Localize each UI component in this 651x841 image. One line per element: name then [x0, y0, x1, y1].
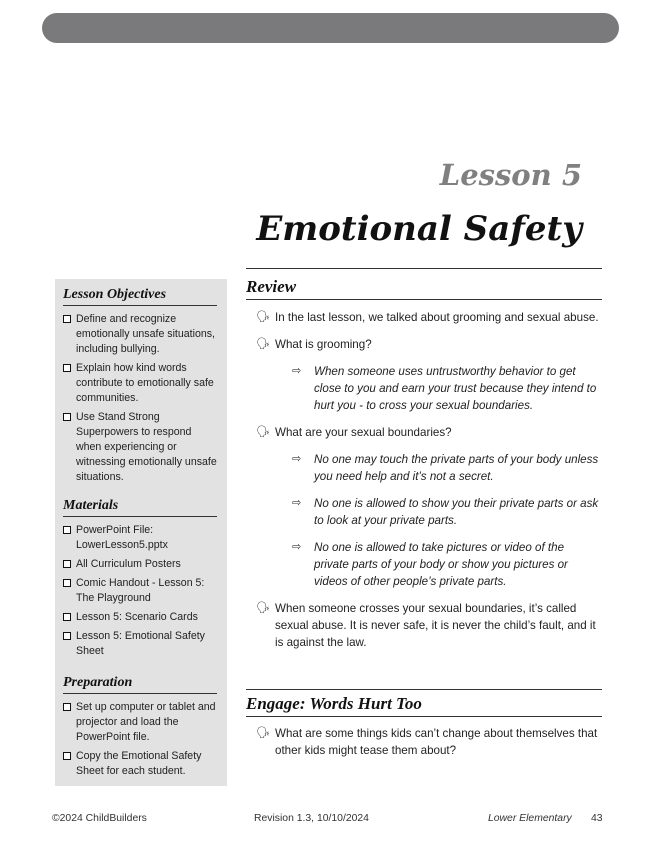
bullet-text: What are your sexual boundaries? [275, 426, 452, 439]
speaking-head-icon: 🗣 [256, 338, 270, 350]
objectives-section [63, 287, 217, 489]
lesson-title: Emotional Safety [256, 209, 582, 249]
lesson-number: Lesson 5 [439, 158, 582, 192]
bullet-text: What is grooming? [275, 338, 372, 351]
materials-heading: Materials [63, 498, 217, 517]
review-bullet [246, 309, 602, 326]
preparation-heading: Preparation [63, 675, 217, 694]
footer-copyright: ©2024 ChildBuilders [52, 813, 147, 824]
review-bullet [246, 600, 602, 651]
sub-bullet-text: When someone uses untrustworthy behavior to get close to you and earn your trust because they intend to hurt you - to cross your sexual boundaries. [314, 365, 597, 412]
objectives-heading: Lesson Objectives [63, 287, 217, 306]
engage-section [246, 689, 602, 759]
footer-revision: Revision 1.3, 10/10/2024 [254, 813, 369, 824]
list-item [63, 361, 217, 406]
list-item [63, 557, 217, 572]
list-item [63, 700, 217, 745]
speaking-head-icon: 🗣 [256, 602, 270, 614]
item-text: Set up computer or tablet and projector and load the PowerPoint file. [76, 701, 216, 743]
materials-list [63, 523, 217, 659]
item-text: Lesson 5: Emotional Safety Sheet [76, 630, 205, 657]
item-text: Explain how kind words contribute to emotionally safe communities. [76, 362, 214, 404]
sub-bullet-text: No one is allowed to take pictures or video of the private parts of your body or show you pictures or videos of other people’s private parts. [314, 541, 568, 588]
review-section [246, 277, 602, 651]
preparation-list [63, 700, 217, 779]
item-text: Use Stand Strong Superpowers to respond when experiencing or witnessing emotionally unsafe situations. [76, 411, 217, 483]
checkbox-icon [63, 413, 71, 421]
list-item [63, 576, 217, 606]
bullet-text: In the last lesson, we talked about grooming and sexual abuse. [275, 311, 599, 324]
item-text: Comic Handout - Lesson 5: The Playground [76, 577, 205, 604]
checkbox-icon [63, 315, 71, 323]
sub-bullet-text: No one is allowed to show you their private parts or ask to look at your private parts. [314, 497, 599, 527]
review-bullet [246, 336, 602, 353]
arrow-right-icon: ⇨ [292, 541, 302, 553]
footer-level: Lower Elementary [488, 813, 572, 824]
speaking-head-icon: 🗣 [256, 426, 270, 438]
materials-section [63, 498, 217, 663]
checkbox-icon [63, 560, 71, 568]
item-text: Copy the Emotional Safety Sheet for each student. [76, 750, 202, 777]
speaking-head-icon: 🗣 [256, 727, 270, 739]
list-item [63, 629, 217, 659]
checkbox-icon [63, 364, 71, 372]
page-number: 43 [591, 813, 603, 824]
checkbox-icon [63, 632, 71, 640]
checkbox-icon [63, 703, 71, 711]
engage-bullet [246, 725, 602, 759]
speaking-head-icon: 🗣 [256, 311, 270, 323]
sidebar [55, 279, 227, 786]
bullet-text: What are some things kids can’t change about themselves that other kids might tease them about? [275, 727, 598, 757]
list-item [63, 312, 217, 357]
review-sub-bullet [246, 539, 602, 590]
review-sub-bullet [246, 363, 602, 414]
objectives-list [63, 312, 217, 485]
review-sub-bullet [246, 495, 602, 529]
item-text: PowerPoint File: LowerLesson5.pptx [76, 524, 168, 551]
arrow-right-icon: ⇨ [292, 453, 302, 465]
list-item [63, 749, 217, 779]
bullet-text: When someone crosses your sexual boundaries, it’s called sexual abuse. It is never safe, it is never the child’s fault, and it is against the law. [275, 602, 596, 649]
checkbox-icon [63, 752, 71, 760]
title-divider [246, 268, 602, 269]
review-sub-bullet [246, 451, 602, 485]
review-bullet [246, 424, 602, 441]
preparation-section [63, 675, 217, 783]
checkbox-icon [63, 579, 71, 587]
list-item [63, 610, 217, 625]
list-item [63, 410, 217, 485]
arrow-right-icon: ⇨ [292, 365, 302, 377]
list-item [63, 523, 217, 553]
item-text: Lesson 5: Scenario Cards [76, 611, 198, 623]
checkbox-icon [63, 526, 71, 534]
header-bar [42, 13, 619, 43]
checkbox-icon [63, 613, 71, 621]
item-text: Define and recognize emotionally unsafe situations, including bullying. [76, 313, 215, 355]
review-heading: Review [246, 277, 602, 300]
engage-heading: Engage: Words Hurt Too [246, 694, 602, 717]
item-text: All Curriculum Posters [76, 558, 181, 570]
arrow-right-icon: ⇨ [292, 497, 302, 509]
sub-bullet-text: No one may touch the private parts of your body unless you need help and it’s not a secret. [314, 453, 599, 483]
